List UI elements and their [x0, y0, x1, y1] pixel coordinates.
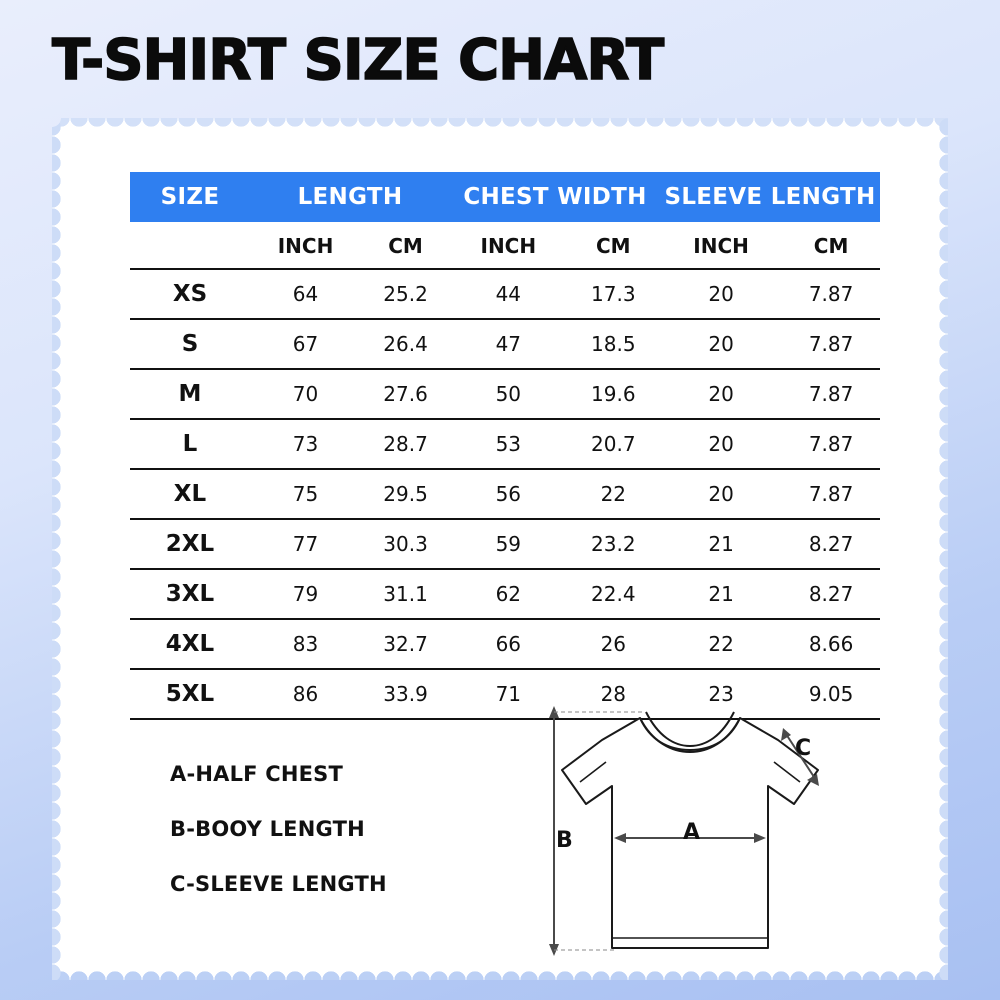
legend-item-a: A-HALF CHEST: [170, 762, 344, 786]
legend-item-c: C-SLEEVE LENGTH: [170, 872, 387, 896]
cell-size: 4XL: [130, 619, 250, 669]
cell-length-inch: 79: [250, 569, 361, 619]
cell-sleeve-inch: 20: [660, 419, 782, 469]
cell-length-inch: 70: [250, 369, 361, 419]
group-header-sleeve-length: SLEEVE LENGTH: [660, 172, 880, 222]
cell-sleeve-cm: 8.66: [782, 619, 880, 669]
cell-sleeve-cm: 7.87: [782, 369, 880, 419]
unit-length-inch: INCH: [250, 222, 361, 269]
cell-size: M: [130, 369, 250, 419]
cell-length-cm: 28.7: [361, 419, 450, 469]
cell-length-cm: 29.5: [361, 469, 450, 519]
legend-item-b: B-BOOY LENGTH: [170, 817, 365, 841]
cell-chest-inch: 47: [450, 319, 567, 369]
card-notch-bottom: [52, 971, 948, 989]
card-notch-left: [43, 118, 61, 980]
group-header-size: SIZE: [130, 172, 250, 222]
cell-chest-cm: 19.6: [567, 369, 660, 419]
cell-chest-cm: 22: [567, 469, 660, 519]
cell-sleeve-cm: 7.87: [782, 419, 880, 469]
cell-chest-inch: 71: [450, 669, 567, 719]
cell-length-inch: 86: [250, 669, 361, 719]
unit-chest-inch: INCH: [450, 222, 567, 269]
group-header-length: LENGTH: [250, 172, 450, 222]
table-row: [130, 469, 880, 519]
cell-length-inch: 73: [250, 419, 361, 469]
cell-chest-inch: 53: [450, 419, 567, 469]
cell-chest-inch: 66: [450, 619, 567, 669]
group-header-chest-width: CHEST WIDTH: [450, 172, 660, 222]
cell-chest-cm: 26: [567, 619, 660, 669]
cell-size: XS: [130, 269, 250, 319]
cell-chest-inch: 56: [450, 469, 567, 519]
table-row: [130, 619, 880, 669]
cell-sleeve-cm: 7.87: [782, 269, 880, 319]
cell-length-cm: 25.2: [361, 269, 450, 319]
diagram-label-c: C: [795, 736, 812, 761]
unit-header-row: [130, 222, 880, 269]
table-row: [130, 519, 880, 569]
cell-size: 3XL: [130, 569, 250, 619]
table-row: [130, 369, 880, 419]
cell-sleeve-cm: 7.87: [782, 319, 880, 369]
cell-sleeve-inch: 22: [660, 619, 782, 669]
cell-sleeve-inch: 20: [660, 369, 782, 419]
cell-length-inch: 77: [250, 519, 361, 569]
cell-length-inch: 83: [250, 619, 361, 669]
card-notch-top: [52, 109, 948, 127]
unit-blank: [130, 222, 250, 269]
cell-chest-cm: 22.4: [567, 569, 660, 619]
cell-length-cm: 31.1: [361, 569, 450, 619]
cell-sleeve-cm: 9.05: [782, 669, 880, 719]
cell-chest-inch: 44: [450, 269, 567, 319]
cell-sleeve-inch: 21: [660, 519, 782, 569]
legend: [170, 762, 387, 927]
cell-sleeve-inch: 20: [660, 269, 782, 319]
cell-chest-cm: 28: [567, 669, 660, 719]
cell-length-cm: 30.3: [361, 519, 450, 569]
table-body: [130, 269, 880, 719]
cell-sleeve-inch: 21: [660, 569, 782, 619]
cell-length-cm: 27.6: [361, 369, 450, 419]
cell-sleeve-cm: 8.27: [782, 569, 880, 619]
cell-length-cm: 33.9: [361, 669, 450, 719]
cell-length-inch: 67: [250, 319, 361, 369]
cell-length-inch: 75: [250, 469, 361, 519]
cell-length-inch: 64: [250, 269, 361, 319]
cell-sleeve-cm: 7.87: [782, 469, 880, 519]
page-title: T-SHIRT SIZE CHART: [52, 28, 664, 93]
cell-chest-cm: 18.5: [567, 319, 660, 369]
cell-chest-inch: 50: [450, 369, 567, 419]
cell-length-cm: 32.7: [361, 619, 450, 669]
table-row: [130, 419, 880, 469]
cell-length-cm: 26.4: [361, 319, 450, 369]
cell-chest-cm: 17.3: [567, 269, 660, 319]
cell-size: XL: [130, 469, 250, 519]
unit-sleeve-cm: CM: [782, 222, 880, 269]
table-row: [130, 269, 880, 319]
unit-length-cm: CM: [361, 222, 450, 269]
cell-size: 2XL: [130, 519, 250, 569]
table-row: [130, 569, 880, 619]
diagram-label-b: B: [556, 828, 573, 853]
cell-sleeve-inch: 23: [660, 669, 782, 719]
table-row: [130, 319, 880, 369]
cell-chest-inch: 62: [450, 569, 567, 619]
table-head: [130, 172, 880, 269]
cell-chest-cm: 20.7: [567, 419, 660, 469]
group-header-row: [130, 172, 880, 222]
cell-chest-cm: 23.2: [567, 519, 660, 569]
diagram-label-a: A: [683, 820, 701, 845]
unit-sleeve-inch: INCH: [660, 222, 782, 269]
cell-chest-inch: 59: [450, 519, 567, 569]
unit-chest-cm: CM: [567, 222, 660, 269]
cell-size: 5XL: [130, 669, 250, 719]
cell-sleeve-inch: 20: [660, 319, 782, 369]
cell-sleeve-inch: 20: [660, 469, 782, 519]
size-table: [130, 172, 880, 720]
card-notch-right: [939, 118, 957, 980]
cell-size: L: [130, 419, 250, 469]
cell-sleeve-cm: 8.27: [782, 519, 880, 569]
cell-size: S: [130, 319, 250, 369]
